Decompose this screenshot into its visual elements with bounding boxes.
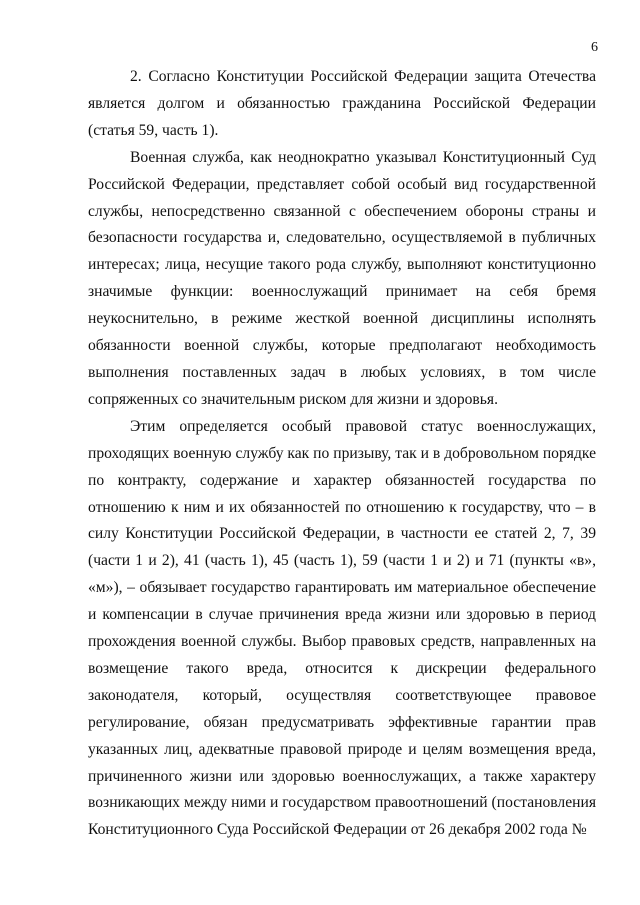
paragraph-defense-duty: 2. Согласно Конституции Российской Федерации защита Отечества является долгом и обязанностью гражданина Российской Федерации (статья 59, часть 1). — [88, 68, 596, 139]
page-number: 6 — [591, 40, 598, 55]
document-body — [88, 64, 596, 844]
paragraph-legal-status: Этим определяется особый правовой статус военнослужащих, проходящих военную службу как по призыву, так и в добровольном порядке по контракту, содержание и характер обязанностей государства по отношению к ним и их обязанностей по отношению к государству, что – в силу Конституции Российской Федерации, в частности ее статей 2, 7, 39 (части 1 и 2), 41 (часть 1), 45 (часть 1), 59 (части 1 и 2) и 71 (пункты «в», «м»), – обязывает государство гарантировать им материальное обеспечение и компенсации в случае причинения вреда жизни или здоровью в период прохождения военной службы. Выбор правовых средств, направленных на возмещение такого вреда, относится к дискреции федерального законодателя, который, осуществляя соответствующее правовое регулирование, обязан предусматривать эффективные гарантии прав указанных лиц, адекватные правовой природе и целям возмещения вреда, причиненного жизни или здоровью военнослужащих, а также характеру возникающих между ними и государством правоотношений (постановления Конституционного Суда Российской Федерации от 26 декабря 2002 года № — [88, 417, 596, 839]
paragraph-military-service: Военная служба, как неоднократно указывал Конституционный Суд Российской Федерации, представляет собой особый вид государственной службы, непосредственно связанной с обеспечением обороны страны и безопасности государства и, следовательно, осуществляемой в публичных интересах; лица, несущие такого рода службу, выполняют конституционно значимые функции: военнослужащий принимает на себя бремя неукоснительно, в режиме жесткой военной дисциплины исполнять обязанности военной службы, которые предполагают необходимость выполнения поставленных задач в любых условиях, в том числе сопряженных со значительным риском для жизни и здоровья. — [88, 148, 596, 408]
